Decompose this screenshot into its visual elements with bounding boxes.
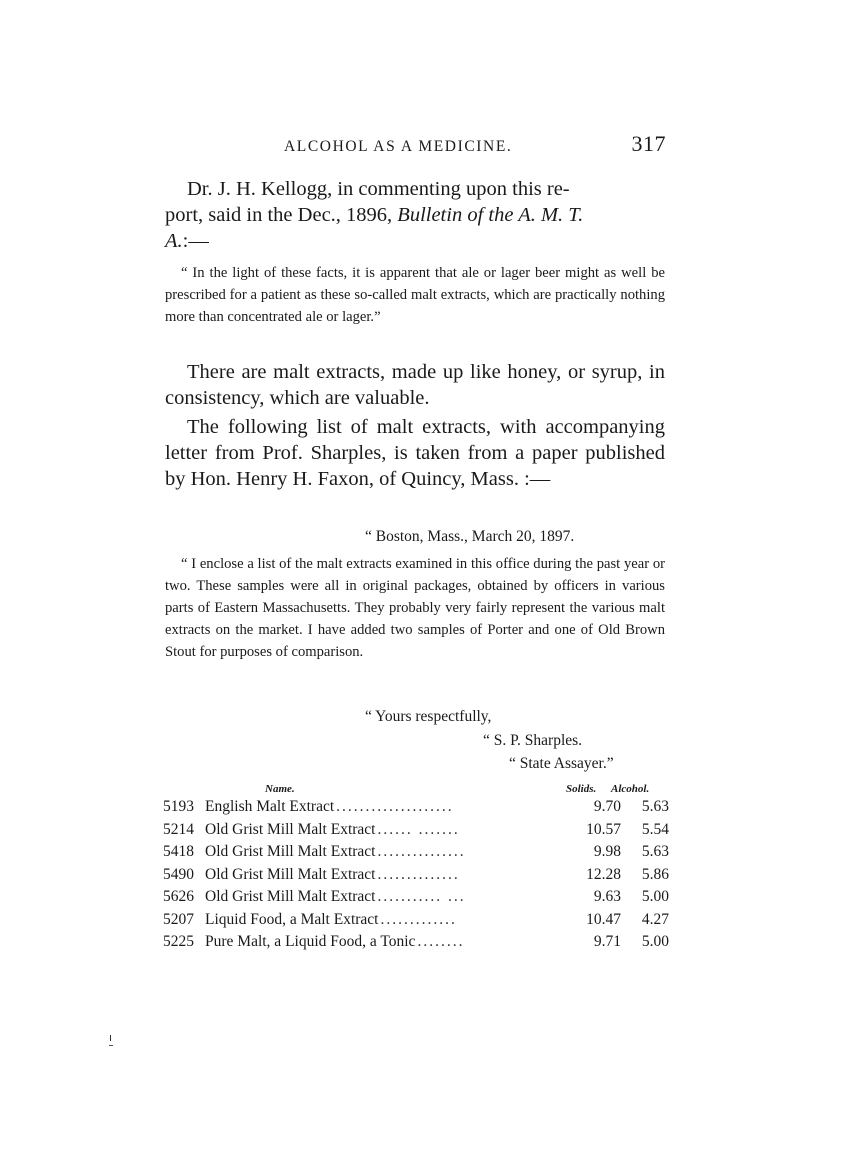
table-row <box>163 866 669 889</box>
table-row <box>163 911 669 934</box>
solids-value: 9.71 <box>593 933 621 950</box>
sample-name: Pure Malt, a Liquid Food, a Tonic <box>205 933 416 950</box>
dot-leader: ........ <box>417 933 465 950</box>
intro-line2: port, said in the Dec., 1896, <box>165 204 393 226</box>
sample-name: Old Grist Mill Malt Extract <box>205 865 376 883</box>
dot-leader: .................... <box>336 798 454 815</box>
sample-number: 5193 <box>163 798 194 815</box>
alcohol-value: 5.54 <box>641 820 669 838</box>
solids-value: 12.28 <box>586 865 621 883</box>
sample-name: Old Grist Mill Malt Extract <box>205 888 376 905</box>
sample-name: English Malt Extract <box>205 798 335 815</box>
margin-mark <box>109 1035 112 1047</box>
letter-closing: “ Yours respectfully, <box>365 708 492 725</box>
margin-tick <box>110 1035 111 1041</box>
dot-leader: .............. <box>377 865 460 883</box>
table-row <box>163 821 669 844</box>
solids-value: 9.70 <box>593 798 621 815</box>
table-row <box>163 888 669 911</box>
alcohol-value: 5.63 <box>641 843 669 860</box>
letter-dateline: “ Boston, Mass., March 20, 1897. <box>365 528 575 545</box>
solids-value: 9.63 <box>593 888 621 905</box>
journal-title: Bulletin of the A. M. T. <box>397 204 584 226</box>
table-header <box>163 780 669 798</box>
dot-leader: ............. <box>380 910 457 928</box>
margin-dash <box>109 1045 113 1046</box>
sample-name: Old Grist Mill Malt Extract <box>205 843 376 860</box>
sample-number: 5490 <box>163 865 194 883</box>
table-row <box>163 798 669 821</box>
sample-number: 5214 <box>163 820 194 838</box>
header-name: Name. <box>265 783 295 795</box>
letter-title: “ State Assayer.” <box>509 755 614 772</box>
sample-number: 5207 <box>163 910 194 928</box>
kellogg-quote <box>165 262 665 328</box>
table-row <box>163 933 669 956</box>
honey-paragraph-text: There are malt extracts, made up like honey, or syrup, in consistency, which are valuable. <box>165 361 665 409</box>
letter-signature: “ S. P. Sharples. <box>483 732 583 749</box>
journal-title-end: A. <box>165 230 183 252</box>
header-alcohol: Alcohol. <box>611 783 650 795</box>
header-solids: Solids. <box>566 783 597 795</box>
intro-prefix: Dr. J. H. Kellogg, in commenting upon this re- <box>187 178 570 200</box>
solids-value: 10.47 <box>586 910 621 928</box>
dot-leader: ............... <box>377 843 466 860</box>
running-head <box>284 131 668 156</box>
list-intro-paragraph <box>165 414 665 492</box>
alcohol-value: 5.63 <box>641 798 669 815</box>
letter-body <box>165 553 665 663</box>
solids-value: 10.57 <box>586 820 621 838</box>
alcohol-value: 4.27 <box>641 910 669 928</box>
page-number: 317 <box>631 131 666 156</box>
dot-leader: ...... ....... <box>377 820 460 838</box>
intro-suffix: :— <box>182 230 209 252</box>
letter-body-text: “ I enclose a list of the malt extracts examined in this office during the past year or two. These samples were all in original packages, obtained by officers in various parts of Eastern Massachusetts. They probably very fairly represent the various malt extracts on the market. I have added two samples of Porter and one of Old Brown Stout for purposes of comparison. <box>165 556 665 660</box>
sample-number: 5626 <box>163 888 194 905</box>
running-head-title: ALCOHOL AS A MEDICINE. <box>284 138 513 155</box>
malt-extract-table <box>163 780 669 956</box>
solids-value: 9.98 <box>593 843 621 860</box>
sample-number: 5418 <box>163 843 194 860</box>
alcohol-value: 5.00 <box>641 888 669 905</box>
list-intro-text: The following list of malt extracts, with accompanying letter from Prof. Sharples, is taken from a paper published by Hon. Henry H. Faxon, of Quincy, Mass. :— <box>165 416 665 490</box>
alcohol-value: 5.86 <box>641 865 669 883</box>
sample-name: Old Grist Mill Malt Extract <box>205 820 376 838</box>
alcohol-value: 5.00 <box>641 933 669 950</box>
dot-leader: ........... ... <box>377 888 466 905</box>
sample-name: Liquid Food, a Malt Extract <box>205 910 379 928</box>
honey-paragraph <box>165 359 665 411</box>
intro-paragraph <box>165 176 665 254</box>
sample-number: 5225 <box>163 933 194 950</box>
kellogg-quote-text: “ In the light of these facts, it is apparent that ale or lager beer might as well be prescribed for a patient as these so-called malt extracts, which are practically nothing more than concentrated ale or lager.” <box>165 265 665 325</box>
table-row <box>163 843 669 866</box>
